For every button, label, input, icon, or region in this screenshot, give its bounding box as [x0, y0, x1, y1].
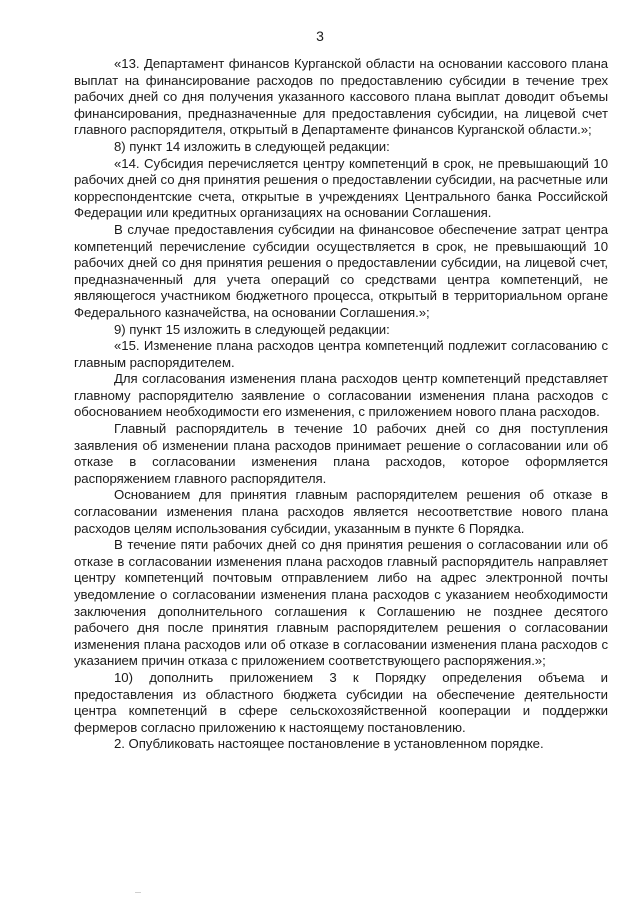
- paragraph-14-text: «14. Субсидия перечисляется центру компетенций в срок, не превышающий 10 рабочих дней со дня принятия решения о предоставлении субсидии, на расчетные или корреспондентские счета, открытые в учреждениях Центрального банка Российской Федерации или кредитных организациях на основании Соглашения.: [74, 155, 608, 221]
- paragraph-15-text: «15. Изменение плана расходов центра компетенций подлежит согласованию с главным распорядителем.: [74, 338, 608, 370]
- scan-mark: [135, 892, 141, 893]
- paragraph-15-application: Для согласования изменения плана расходов центр компетенций представляет главному распорядителю заявление о согласовании изменения плана расходов с обоснованием необходимости его изменения, с приложением нового плана расходов.: [74, 371, 608, 420]
- paragraph-13-text: «13. Департамент финансов Курганской области на основании кассового плана выплат на финансирование расходов по предоставлению субсидии в течение трех рабочих дней со дня получения указанного кассового плана выплат доводит объемы финансирования, предназначенные для предоставления субсидии, на лицевой счет главного распорядителя, открытый в Департаменте финансов Курганской области.»;: [74, 56, 608, 138]
- paragraph-15-refusal-grounds: Основанием для принятия главным распорядителем решения об отказе в согласовании изменения плана расходов является несоответствие нового плана расходов целям использования субсидии, указанным в пункте 6 Порядка.: [74, 487, 608, 536]
- paragraph-amend-item-8: 8) пункт 14 изложить в следующей редакции:: [114, 138, 390, 154]
- paragraph-15-notification: В течение пяти рабочих дней со дня принятия решения о согласовании или об отказе в согласовании изменения плана расходов главный распорядитель направляет центру компетенций почтовым отправлением либо на адрес электронной почты уведомление о согласовании изменения плана расходов с указанием необходимости заключения дополнительного соглашения к Соглашению не позднее десятого рабочего дня после принятия главным распорядителем решения о согласовании изменения плана расходов или об отказе в согласовании изменения плана расходов с указанием причин отказа с приложением соответствующего распоряжения.»;: [74, 537, 608, 669]
- paragraph-amend-item-10: 10) дополнить приложением 3 к Порядку определения объема и предоставления из областного бюджета субсидии на обеспечение деятельности центра компетенций в сфере сельскохозяйственной кооперации и поддержки фермеров согласно приложению к настоящему постановлению.: [74, 669, 608, 735]
- paragraph-15-decision: Главный распорядитель в течение 10 рабочих дней со дня поступления заявления об изменении плана расходов принимает решение о согласовании или об отказе в согласовании изменения плана расходов, которое оформляется распоряжением главного распорядителя.: [74, 421, 608, 486]
- page-number: 3: [316, 28, 324, 44]
- paragraph-amend-item-9: 9) пункт 15 изложить в следующей редакции:: [114, 321, 390, 337]
- paragraph-14-second: В случае предоставления субсидии на финансовое обеспечение затрат центра компетенций перечисление субсидии осуществляется в срок, не превышающий 10 рабочих дней со дня принятия решения о предоставлении субсидии, на лицевой счет, предназначенный для учета операций со средствами центра компетенций, не являющегося участником бюджетного процесса, открытый в территориальном органе Федерального казначейства, на основании Соглашения.»;: [74, 221, 608, 320]
- paragraph-publish: 2. Опубликовать настоящее постановление в установленном порядке.: [114, 736, 544, 752]
- document-body: [74, 56, 608, 753]
